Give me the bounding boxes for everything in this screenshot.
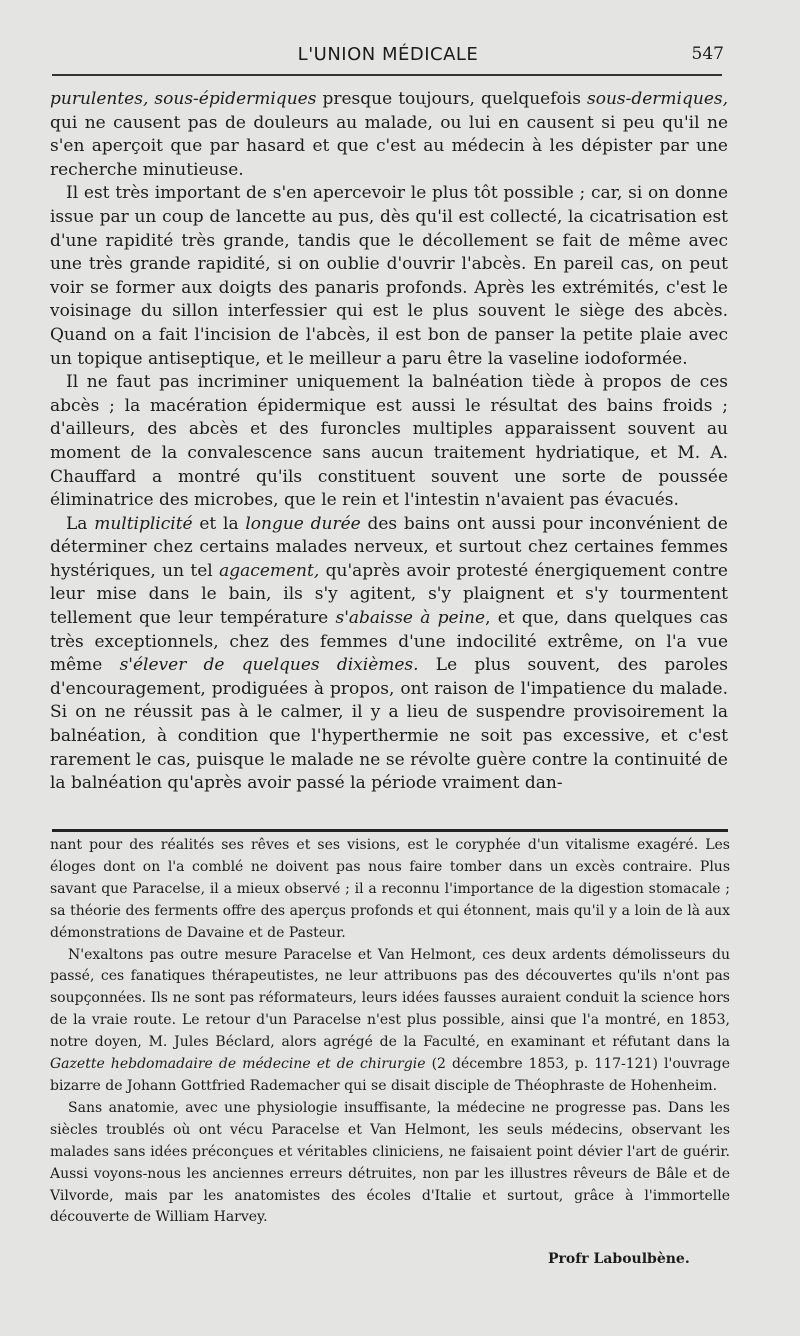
italic-text: s'abaisse à peine <box>335 608 486 629</box>
italic-text: s'élever de quelques dixièmes. <box>119 655 419 676</box>
italic-text: longue durée <box>245 513 361 534</box>
author-signature: Profr Laboulbène. <box>548 1251 690 1267</box>
paragraph-2: Il est très important de s'en apercevoir le plus tôt possible ; car, si on donne issue par un coup de lancette au pus, dès qu'il est collecté, la cicatrisation est d'une rapidité très grande, tandis que le décollement se fait de même avec une très grande rapidité, si on oublie d'ouvrir l'abcès. En pareil cas, on peut voir se former aux doigts des panaris profonds. Après les extrémités, c'est le voisinage du sillon interfessier qui est le plus souvent le siège des abcès. Quand on a fait l'incision de l'abcès, il est bon de panser la petite plaie avec un topique antiseptique, et le meilleur a paru être la vaseline iodoformée. <box>50 183 728 369</box>
body-text <box>50 88 728 796</box>
italic-text: purulentes, sous-épidermiques <box>50 89 317 109</box>
header-rule <box>52 74 722 76</box>
footnote-rule <box>52 829 728 832</box>
paragraph-4: La multiplicité et la longue durée des bains ont aussi pour inconvénient de déterminer chez certains malades nerveux, et surtout chez certaines femmes hystériques, un tel agacement, qu'après avoir protesté énergiquement contre leur mise dans le bain, ils s'y agitent, s'y plaignent et s'y tourmentent tellement que leur température s'abaisse à peine, et que, dans quelques cas très exceptionnels, chez des femmes d'une indocilité extrême, on l'a vue même s'élever de quelques dixièmes. Le plus souvent, des paroles d'encouragement, prodiguées à propos, ont raison de l'impatience du malade. Si on ne réussit pas à le calmer, il y a lieu de suspendre provisoirement la balnéation, à condition que l'hyperthermie ne soit pas excessive, et c'est rarement le cas, puisque le malade ne se révolte guère contre la continuité de la balnéation qu'après avoir passé la période vraiment dan- <box>50 513 729 794</box>
italic-text: Gazette hebdomadaire de médecine et de chirurgie <box>50 1056 426 1073</box>
paragraph-3: Il ne faut pas incriminer uniquement la balnéation tiède à propos de ces abcès ; la macération épidermique est aussi le résultat des bains froids ; d'ailleurs, des abcès et des furoncles multiples apparaissent souvent au moment de la convalescence sans aucun traitement hydriatique, et M. A. Chauffard a montré qu'ils constituent souvent une sorte de poussée éliminatrice des microbes, que le rein et l'intestin n'avaient pas évacués. <box>50 372 728 511</box>
footnotes <box>50 835 730 1229</box>
italic-text: multiplicité <box>94 513 193 534</box>
footnote-paragraph-3: Sans anatomie, avec une physiologie insuffisante, la médecine ne progresse pas. Dans les siècles troublés où ont vécu Paracelse et Van Helmont, les seuls médecins, observant les malades sans idées préconçues et véritables cliniciens, ne faisaient point dévier l'art de guérir. Aussi voyons-nous les anciennes erreurs détruites, non par les illustres rêveurs de Bâle et de Vilvorde, mais par les anatomistes des écoles d'Italie et surtout, grâce à l'immortelle découverte de William Harvey. <box>50 1099 730 1226</box>
journal-title: L'UNION MÉDICALE <box>297 44 479 65</box>
page-number: 547 <box>691 44 724 64</box>
running-header <box>52 44 724 74</box>
footnote-paragraph-2: N'exaltons pas outre mesure Paracelse et Van Helmont, ces deux ardents démolisseurs du passé, ces fanatiques thérapeutistes, ne leur attribuons pas des découvertes qu'ils n'ont pas soupçonnées. Ils ne sont pas réformateurs, leurs idées fausses auraient conduit la science hors de la vraie route. Le retour d'un Paracelse n'est plus possible, ainsi que l'a montré, en 1853, notre doyen, M. Jules Béclard, alors agrégé de la Faculté, en examinant et réfutant dans la Gazette hebdomadaire de médecine et de chirurgie (2 décembre 1853, p. 117-121) l'ouvrage bizarre de Johann Gottfried Rademacher qui se disait disciple de Théophraste de Hohenheim. <box>50 946 730 1094</box>
paragraph-1: purulentes, sous-épidermiques presque toujours, quelquefois sous-dermiques, qui ne causent pas de douleurs au malade, ou lui en causent si peu qu'il ne s'en aperçoit que par hasard et que c'est au médecin à les dépister par une recherche minutieuse. <box>50 89 729 180</box>
italic-text: agacement, <box>219 560 320 581</box>
italic-text: sous-dermiques, <box>586 89 729 109</box>
footnote-paragraph-1: nant pour des réalités ses rêves et ses visions, est le coryphée d'un vitalisme exagéré. Les éloges dont on l'a comblé ne doivent pas nous faire tomber dans un excès contraire. Plus savant que Paracelse, il a mieux observé ; il a reconnu l'importance de la digestion stomacale ; sa théorie des ferments offre des aperçus profonds et qui étonnent, mais qu'il y a loin de là aux démonstrations de Davaine et de Pasteur. <box>50 837 730 941</box>
